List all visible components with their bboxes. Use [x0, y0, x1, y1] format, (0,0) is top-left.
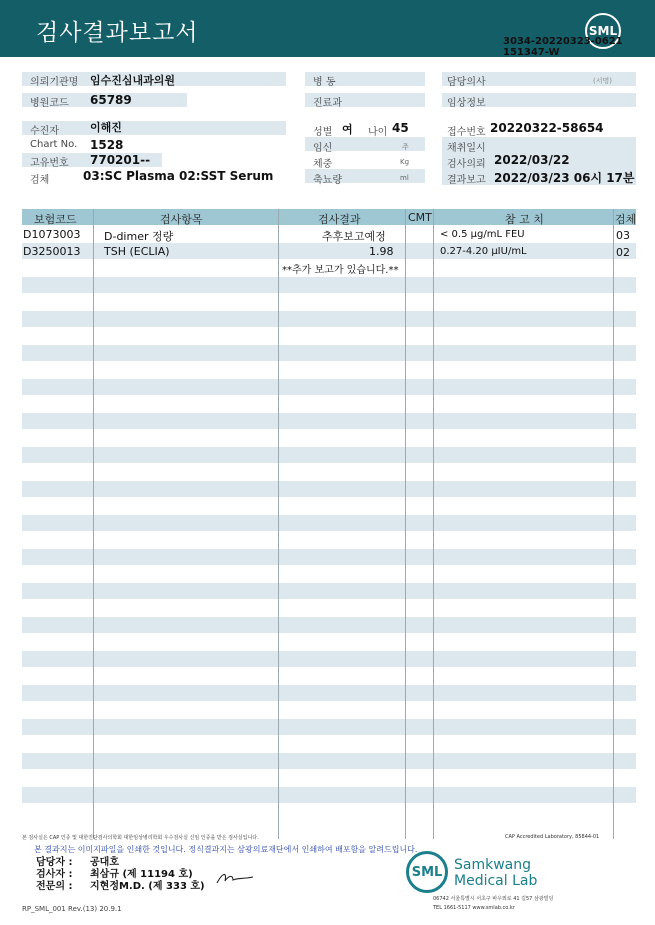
urine-label: 축뇨량 — [313, 175, 342, 186]
request-label: 검사의뢰 — [447, 159, 486, 170]
header-specimen: 검체 — [615, 213, 637, 226]
specialist-label: 전문의 : — [36, 881, 73, 892]
column-divider — [93, 209, 94, 839]
header-insurance-code: 보험코드 — [34, 213, 77, 226]
row2-result: 1.98 — [369, 245, 394, 258]
report-title: 검사결과보고서 — [36, 20, 199, 46]
table-row-stripe — [22, 379, 636, 395]
inspector-label: 검사자 : — [36, 869, 73, 880]
table-row-stripe — [22, 447, 636, 463]
column-divider — [405, 209, 406, 839]
lab-name-line2: Medical Lab — [454, 873, 538, 889]
table-row-stripe — [22, 515, 636, 531]
info-bar — [22, 121, 286, 135]
specialist-value: 지현정M.D. (제 333 호) — [90, 881, 205, 892]
collect-label: 채취일시 — [447, 143, 486, 154]
institution-label: 의뢰기관명 — [30, 77, 79, 88]
sex-value: 여 — [342, 123, 353, 136]
table-row-stripe — [22, 583, 636, 599]
row2-reference: 0.27-4.20 μIU/mL — [440, 246, 527, 257]
report-id-line1: 3034-20220323-0621 — [503, 36, 623, 47]
age-value: 45 — [392, 121, 409, 135]
chart-label: Chart No. — [30, 139, 78, 150]
accreditation-text: 본 검사실은 CAP 인증 및 대한진단검사의학회 대한임상병리학회 우수검사실 신임 인증을 받은 검사실입니다. — [22, 835, 259, 841]
table-row-stripe — [22, 481, 636, 497]
patient-label: 수진자 — [30, 126, 59, 137]
urine-unit: ml — [400, 174, 409, 182]
report-id — [503, 36, 623, 58]
report-id-line2: 151347-W — [503, 47, 560, 58]
row1-specimen: 03 — [616, 229, 630, 242]
chart-value: 1528 — [90, 138, 124, 152]
print-notice: 본 결과지는 이미지파일을 인쇄한 것입니다. 정식결과지는 삼광의료재단에서 인쇄하여 배포함을 알려드립니다. — [34, 845, 418, 854]
table-row-stripe — [22, 311, 636, 327]
table-row-stripe — [22, 345, 636, 361]
row2-specimen: 02 — [616, 246, 630, 259]
id-label: 고유번호 — [30, 158, 69, 169]
hospital-code-value: 65789 — [90, 93, 132, 107]
manager-label: 담당자 : — [36, 857, 73, 868]
ward-label: 병 동 — [313, 77, 336, 88]
row1-code: D1073003 — [23, 228, 81, 241]
header-reference: 참 고 치 — [505, 213, 544, 226]
doctor-sign: (서명) — [593, 77, 612, 85]
report-label: 결과보고 — [447, 175, 486, 186]
lab-address: 06742 서울특별시 서초구 바우뫼로 41 길57 삼광빌딩 — [433, 896, 554, 902]
lab-logo-text: SML — [411, 865, 443, 880]
inspector-value: 최삼규 (제 11194 호) — [90, 869, 193, 880]
sex-label: 성별 — [313, 127, 333, 138]
pregnancy-unit: 주 — [402, 143, 409, 151]
lab-contact: TEL 1661-5117 www.smlab.co.kr — [433, 905, 515, 911]
pregnancy-label: 임신 — [313, 143, 333, 154]
row1-item: D-dimer 정량 — [104, 230, 174, 243]
table-row-stripe — [22, 753, 636, 769]
column-divider — [613, 209, 614, 839]
column-divider — [278, 209, 279, 839]
table-row-stripe — [22, 787, 636, 803]
lab-name-line1: Samkwang — [454, 857, 531, 873]
table-row-stripe — [22, 719, 636, 735]
table-row-stripe — [22, 685, 636, 701]
cap-accreditation: CAP Accredited Laboratory, 85844-01 — [505, 834, 600, 840]
table-row-stripe — [22, 651, 636, 667]
additional-report-note: **추가 보고가 있습니다.** — [282, 265, 399, 276]
header-cmt: CMT — [408, 211, 432, 224]
department-label: 진료과 — [313, 98, 342, 109]
request-value: 2022/03/22 — [494, 153, 570, 167]
id-value: 770201-- — [90, 153, 151, 167]
age-label: 나이 — [368, 127, 388, 138]
table-row-stripe — [22, 617, 636, 633]
row1-reference: < 0.5 μg/mL FEU — [440, 229, 525, 240]
signature-icon — [215, 870, 257, 886]
row2-item: TSH (ECLIA) — [104, 245, 170, 258]
specimen-label: 검체 — [30, 175, 50, 186]
form-code: RP_SML_001 Rev.(13) 20.9.1 — [22, 905, 122, 913]
specimen-value: 03:SC Plasma 02:SST Serum — [83, 169, 274, 183]
row2-code: D3250013 — [23, 245, 81, 258]
hospital-code-label: 병원코드 — [30, 98, 69, 109]
clinical-label: 임상정보 — [447, 98, 486, 109]
row1-result: 추후보고예정 — [322, 230, 386, 243]
patient-value: 이해진 — [90, 121, 122, 134]
column-divider — [433, 209, 434, 839]
doctor-label: 담당의사 — [447, 77, 486, 88]
header-result: 검사결과 — [318, 213, 361, 226]
receipt-label: 접수번호 — [447, 127, 486, 138]
logo-text: SML — [588, 24, 618, 38]
table-row-stripe — [22, 413, 636, 429]
table-row-stripe — [22, 549, 636, 565]
report-value: 2022/03/23 06시 17분 — [494, 171, 635, 185]
weight-label: 체중 — [313, 159, 333, 170]
table-row-stripe — [22, 277, 636, 293]
manager-value: 공대호 — [90, 857, 119, 868]
institution-value: 임수진심내과의원 — [90, 74, 176, 87]
receipt-value: 20220322-58654 — [490, 121, 604, 135]
header-test-item: 검사항목 — [160, 213, 203, 226]
weight-unit: Kg — [400, 158, 410, 166]
samkwang-logo-icon — [406, 851, 448, 893]
